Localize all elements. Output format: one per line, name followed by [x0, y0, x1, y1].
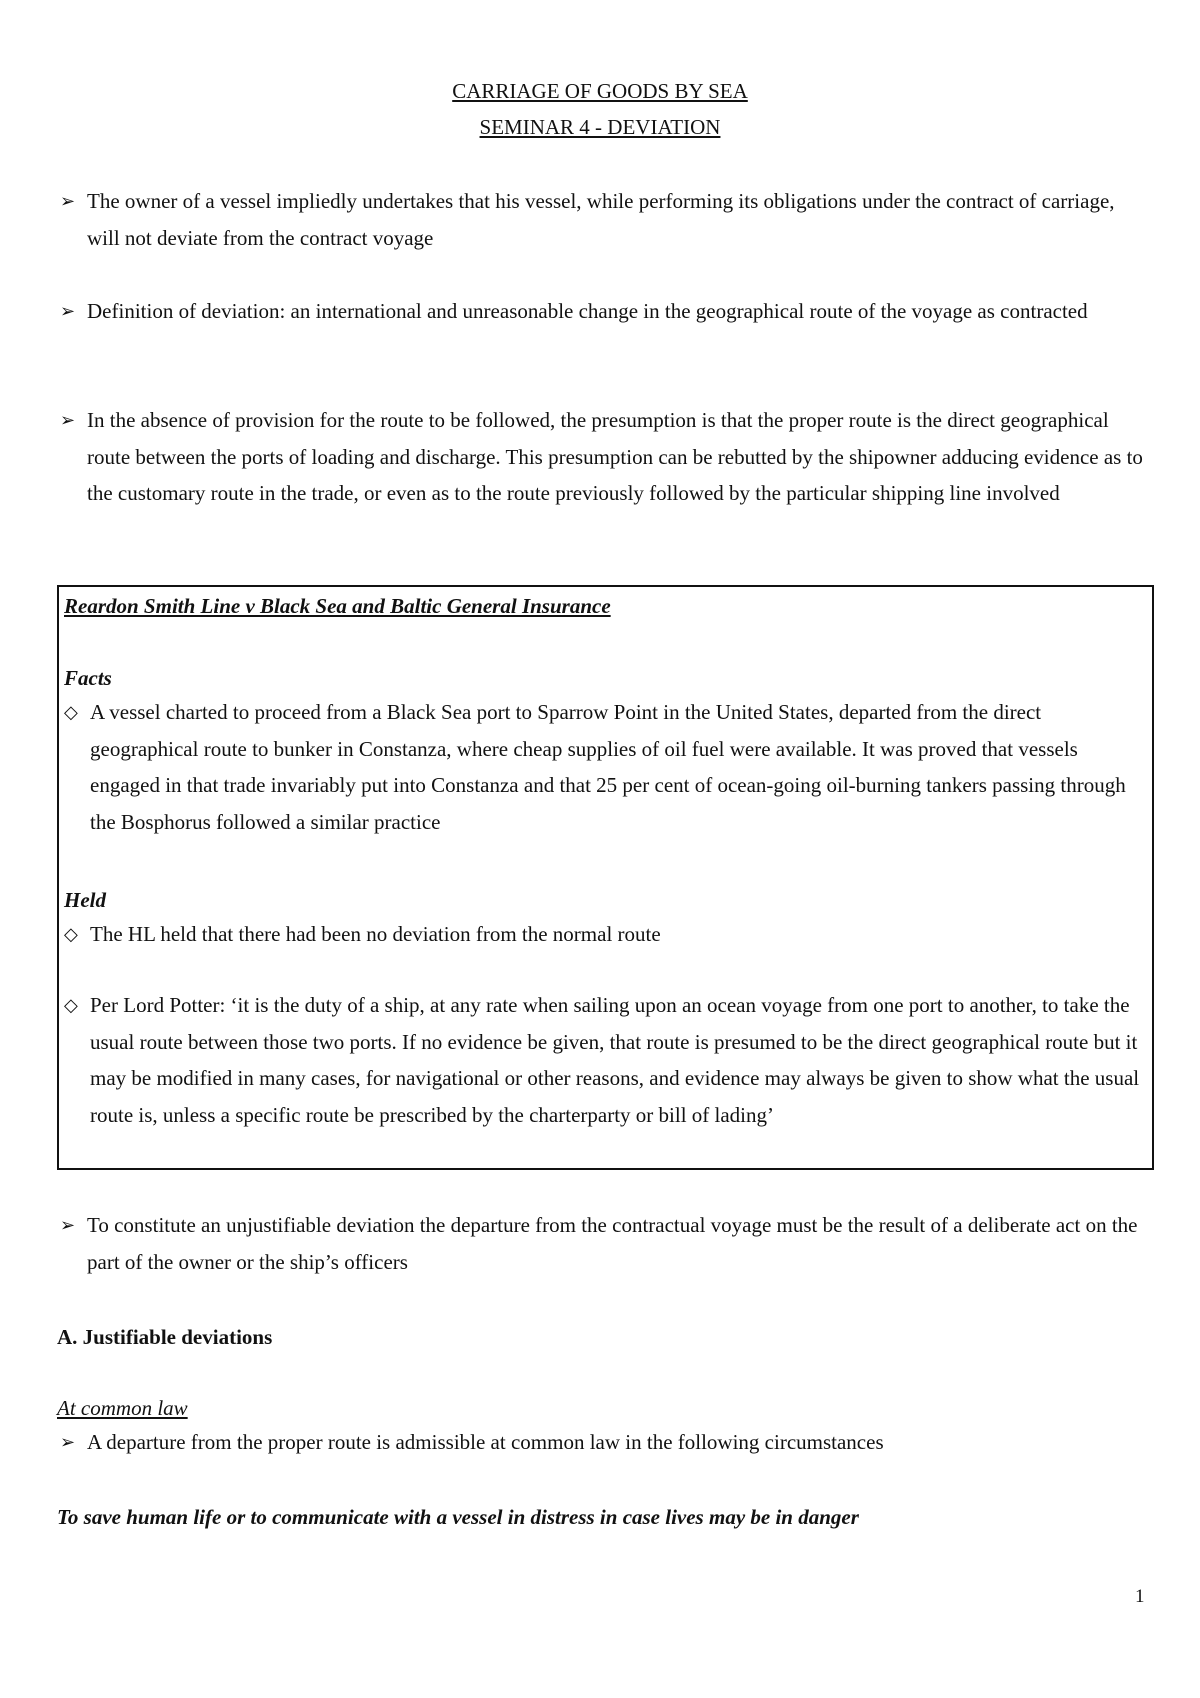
case-name: Reardon Smith Line v Black Sea and Baltic General Insurance: [64, 594, 611, 618]
common-law-bullet: ➢ A departure from the proper route is admissible at common law in the following circumstances: [60, 1424, 1150, 1461]
facts-item: ◇ A vessel charted to proceed from a Black Sea port to Sparrow Point in the United States, departed from the direct geographical route to bunker in Constanza, where cheap supplies of oil fuel were available. It was proved that vessels engaged in that trade invariably put into Constanza and that 25 per cent of ocean-going oil-burning tankers passing through the Bosphorus followed a similar practice: [64, 694, 1144, 840]
case-box: [57, 585, 1154, 1170]
held-item-1: ◇ The HL held that there had been no deviation from the normal route: [64, 916, 1144, 953]
diamond-bullet-icon: ◇: [64, 924, 78, 944]
page-number: 1: [1135, 1586, 1145, 1607]
arrow-bullet-icon: ➢: [60, 191, 76, 211]
facts-heading: Facts: [64, 666, 112, 690]
deviation-bullet: ➢ To constitute an unjustifiable deviation the departure from the contractual voyage must be the result of a deliberate act on the part of the owner or the ship’s officers: [60, 1207, 1150, 1280]
document-title: CARRIAGE OF GOODS BY SEA: [452, 79, 748, 103]
arrow-bullet-icon: ➢: [60, 1215, 76, 1235]
intro-bullet-2: ➢ Definition of deviation: an international and unreasonable change in the geographical route of the voyage as contracted: [60, 293, 1150, 330]
held-item-2: ◇ Per Lord Potter: ‘it is the duty of a ship, at any rate when sailing upon an ocean voyage from one port to another, to take the usual route between those two ports. If no evidence be given, that route is presumed to be the direct geographical route but it may be modified in many cases, for navigational or other reasons, and evidence may always be given to show what the usual route is, unless a specific route be prescribed by the charterparty or bill of lading’: [64, 987, 1144, 1133]
emphasis-line: To save human life or to communicate with a vessel in distress in case lives may be in danger: [57, 1505, 859, 1529]
diamond-bullet-icon: ◇: [64, 995, 78, 1015]
document-subtitle: SEMINAR 4 - DEVIATION: [479, 115, 721, 139]
arrow-bullet-icon: ➢: [60, 1432, 76, 1452]
intro-bullet-3: ➢ In the absence of provision for the route to be followed, the presumption is that the proper route is the direct geographical route between the ports of loading and discharge. This presumption can be rebutted by the shipowner adducing evidence as to the customary route in the trade, or even as to the route previously followed by the particular shipping line involved: [60, 402, 1150, 512]
intro-bullet-1: ➢ The owner of a vessel impliedly undertakes that his vessel, while performing its obligations under the contract of carriage, will not deviate from the contract voyage: [60, 183, 1150, 256]
arrow-bullet-icon: ➢: [60, 410, 76, 430]
held-heading: Held: [64, 888, 106, 912]
section-subheading: At common law: [57, 1396, 188, 1420]
section-heading: A. Justifiable deviations: [57, 1325, 273, 1349]
arrow-bullet-icon: ➢: [60, 301, 76, 321]
diamond-bullet-icon: ◇: [64, 702, 78, 722]
